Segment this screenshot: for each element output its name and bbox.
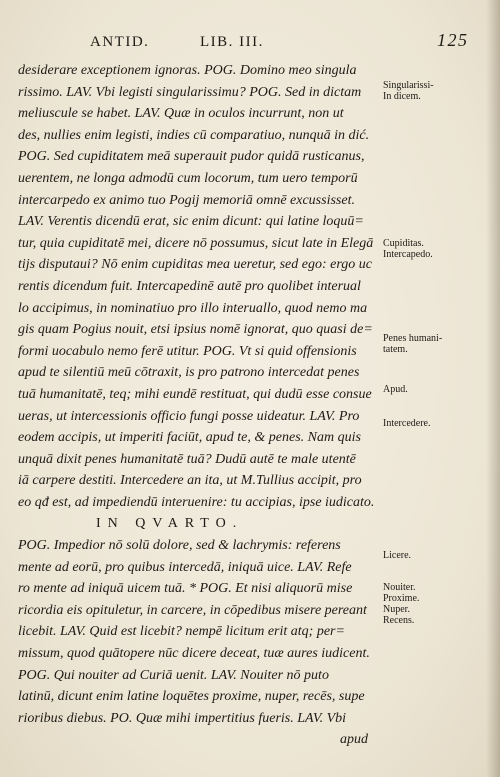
text-line: iā carpere destiti. Intercedere an ita, ut M.Tullius accipit, pro	[18, 473, 362, 489]
text-line: tuā humanitatē, teq; mihi eundē restituat, qui dudū esse consue	[18, 386, 372, 402]
section-heading: IN QVARTO.	[96, 516, 244, 532]
text-line: gis quam Pogius nouit, etsi ipsius nomē ignorat, quo quasi de=	[18, 322, 373, 338]
text-line: des, nullies enim legisti, indies cū comparatiuo, nunquā in dić.	[18, 127, 370, 143]
text-line: ro mente ad iniquā uicem tuā. * POG. Et nisi aliquorū mise	[18, 581, 353, 597]
text-line: lo accipimus, in nominatiuo pro illo interuallo, quod nemo ma	[18, 300, 368, 316]
margin-note-apud: Apud.	[383, 384, 408, 395]
text-line: intercarpedo ex animo tuo Pogij memoriā omnē excussisset.	[18, 192, 355, 208]
header-book: LIB. III.	[200, 34, 264, 50]
margin-note-penes: Penes humani- tatem.	[383, 333, 443, 355]
margin-note-cupiditas: Cupiditas. Intercapedo.	[383, 238, 433, 260]
page-number: 125	[437, 30, 469, 50]
text-line: ricordia eis opituletur, in carcere, in cōpedibus misere pereant	[18, 602, 367, 618]
page-edge-shadow	[486, 0, 500, 777]
text-line: rentis dicendum fuit. Intercapedinē autē pro quolibet interual	[18, 278, 361, 294]
catchword: apud	[340, 732, 368, 748]
text-line: POG. Qui nouiter ad Curiā uenit. LAV. Nouiter nō puto	[18, 667, 329, 683]
text-line: unquā dixit penes humanitatē tuā? Dudū autē te male utentē	[18, 451, 356, 467]
text-line: desiderare exceptionem ignoras. POG. Domino meo singula	[18, 63, 357, 78]
text-line: eo qđ est, ad impediendū interuenire: tu accipias, ipse iudicato.	[18, 494, 375, 510]
text-line: uerentem, ne longa admodū cum locorum, tum uero temporū	[18, 170, 358, 186]
text-line: POG. Impedior nō solū dolore, sed & lachrymis: referens	[18, 538, 341, 554]
text-line: eodem accipis, ut imperiti faciūt, apud te, & penes. Nam quis	[18, 430, 361, 446]
text-line: tijs disputaui? Nō enim cupiditas mea ueretur, sed ego: ergo uc	[18, 257, 372, 273]
text-line: rissimo. LAV. Vbi legisti singularissimu? POG. Sed in dictam	[18, 84, 362, 100]
text-line: ueras, ut intercessionis officio fungi posse uideatur. LAV. Pro	[18, 408, 360, 424]
text-line: rioribus diebus. PO. Quæ mihi impertitius fueris. LAV. Vbi	[18, 710, 347, 726]
text-line: POG. Sed cupiditatem meā superauit pudor quidā rusticanus,	[18, 149, 365, 165]
text-line: meliuscule se habet. LAV. Quæ in oculos incurrunt, non ut	[18, 106, 344, 122]
margin-note-licere: Licere.	[383, 550, 412, 561]
text-line: missum, quod quātopere nūc dicere deceat, tuæ aures iudicent.	[18, 646, 370, 662]
header-title: ANTID.	[90, 34, 150, 50]
text-line: mente ad eorū, pro quibus intercedā, iniquā uice. LAV. Refe	[18, 559, 352, 575]
text-line: formi uocabulo nemo ferē utitur. POG. Vt si quid offensionis	[18, 343, 357, 359]
text-line: licebit. LAV. Quid est licebit? nempē licitum erit atq; per=	[18, 624, 345, 640]
margin-note-nouiter: Nouiter. Proxime. Nuper. Recens.	[383, 582, 420, 626]
text-line: latinū, dicunt enim latine loquētes proxime, nuper, recēs, supe	[18, 689, 365, 705]
text-line: tur, quia cupiditatē mei, dicere nō possumus, sicut late in Elegā	[18, 235, 374, 251]
text-line: LAV. Verentis dicendū erat, sic enim dicunt: qui latine loquū=	[18, 214, 364, 230]
margin-note-intercedere: Intercedere.	[383, 418, 431, 429]
text-line: apud te silentiū meū cōtraxit, is pro patrono intercedat penes	[18, 365, 360, 381]
margin-note-singularissimus: Singularissi- In dicem.	[383, 80, 434, 102]
